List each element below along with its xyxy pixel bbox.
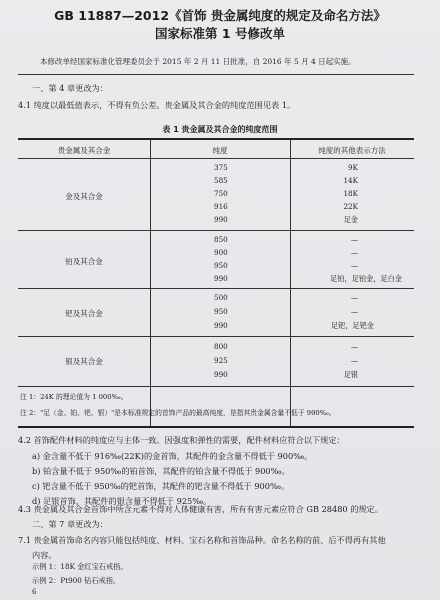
cell-purity: 750 — [214, 189, 228, 198]
cell-other: 9K — [348, 163, 358, 172]
clause-7-1-cont: 内容。 — [32, 550, 57, 560]
cell-other: — — [350, 307, 358, 316]
cell-purity: 925 — [214, 356, 228, 365]
clause-4-3: 4.3 贵金属及其合金首饰中所含元素不得对人体健康有害，所有有害元素应符合 GB 28480 的规定。 — [18, 504, 383, 514]
document-title: GB 11887—2012《首饰 贵金属纯度的规定及命名方法》 — [54, 8, 386, 23]
cell-other: 足铂，足铂金，足白金 — [330, 274, 402, 283]
cell-purity: 990 — [214, 321, 228, 330]
clause-7-1: 7.1 贵金属首饰命名内容只能包括纯度、材料、宝石名称和首饰品种。命名名称的前、后不得再有其他 — [18, 535, 386, 545]
amend-item-2: 二、第 7 章更改为： — [32, 519, 108, 529]
cell-other: 足钯，足钯金 — [330, 321, 374, 330]
clause-4-2-c: c) 钯含量不低于 950‰的钯首饰，其配件的钯含量不得低于 900‰。 — [32, 481, 290, 491]
header-rule — [18, 74, 414, 75]
purity-table — [18, 138, 414, 428]
approval-notice: 本修改单经国家标准化管理委员会于 2015 年 2 月 11 日批准，自 2016 年 5 月 4 日起实施。 — [40, 57, 356, 66]
table-caption: 表 1 贵金属及其合金的纯度范围 — [162, 125, 278, 134]
col-header-purity: 纯度 — [212, 146, 228, 155]
row-label-silver: 银及其合金 — [65, 357, 103, 366]
clause-4-2: 4.2 首饰配件材料的纯度应与主体一致。因强度和弹性的需要，配件材料应符合以下规定： — [18, 435, 345, 445]
cell-other: 足银 — [343, 370, 358, 379]
table-note-2: 注 2："足（金、铂、钯、银）"是本标准规定的首饰产品的最高纯度，是指其贵金属含量不低于 990‰。 — [20, 409, 336, 417]
cell-purity: 900 — [214, 248, 228, 257]
page-number: 6 — [32, 588, 37, 596]
col-header-other: 纯度的其他表示方法 — [318, 146, 386, 155]
cell-purity: 990 — [214, 215, 228, 224]
col-header-alloy: 贵金属及其合金 — [57, 146, 111, 155]
cell-purity: 800 — [214, 342, 228, 351]
cell-purity: 990 — [214, 274, 228, 283]
row-label-platinum: 铂及其合金 — [65, 257, 103, 266]
cell-other: — — [350, 261, 358, 270]
cell-other: 18K — [343, 189, 358, 198]
cell-purity: 916 — [214, 202, 228, 211]
cell-purity: 990 — [214, 370, 228, 379]
table-note-1: 注 1：24K 的理论值为 1 000‰。 — [20, 393, 128, 401]
example-1: 示例 1：18K 金红宝石戒指。 — [32, 562, 128, 571]
example-2: 示例 2：Pt900 钻石戒指。 — [32, 576, 121, 585]
cell-purity: 500 — [214, 293, 228, 302]
row-label-palladium: 钯及其合金 — [65, 309, 103, 318]
cell-purity: 585 — [214, 176, 228, 185]
cell-other: — — [350, 342, 358, 351]
cell-other: 22K — [343, 202, 358, 211]
clause-4-2-a: a) 金含量不低于 916‰(22K)的金首饰，其配件的金含量不得低于 900‰。 — [32, 451, 313, 461]
cell-other: 14K — [343, 176, 358, 185]
cell-other: — — [350, 356, 358, 365]
clause-4-2-b: b) 铂含量不低于 950‰的铂首饰，其配件的铂含量不得低于 900‰。 — [32, 466, 290, 476]
amend-item-1: 一、第 4 章更改为： — [32, 83, 108, 93]
cell-purity: 950 — [214, 261, 228, 270]
clause-4-2-d: d) 足银首饰，其配件的银含量不得低于 925‰。 — [32, 496, 212, 506]
cell-purity: 375 — [214, 163, 228, 172]
cell-other: — — [350, 235, 358, 244]
row-label-gold: 金及其合金 — [65, 192, 103, 201]
clause-4-1: 4.1 纯度以最低值表示，不得有负公差。贵金属及其合金的纯度范围见表 1。 — [18, 100, 296, 110]
cell-other: 足金 — [343, 215, 358, 224]
document-subtitle: 国家标准第 1 号修改单 — [155, 26, 285, 41]
cell-purity: 850 — [214, 235, 228, 244]
cell-purity: 950 — [214, 307, 228, 316]
cell-other: — — [350, 293, 358, 302]
cell-other: — — [350, 248, 358, 257]
